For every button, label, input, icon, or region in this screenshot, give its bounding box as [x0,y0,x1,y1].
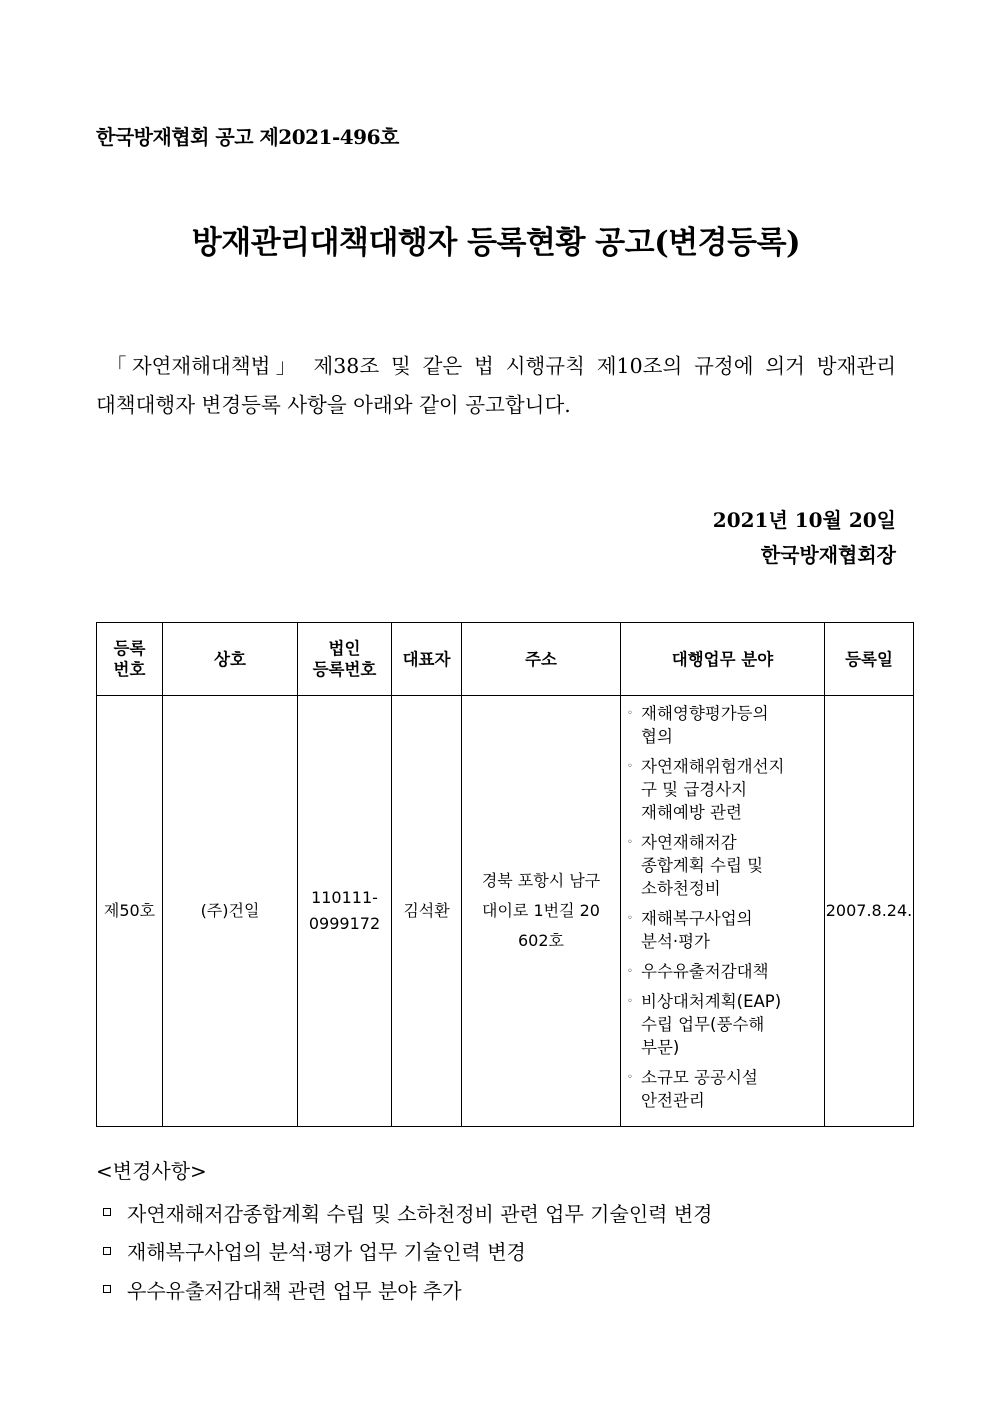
registration-table [96,622,914,1127]
bullet-icon: ◦ [627,966,633,977]
header-reg-no: 등록 번호 [97,623,163,696]
header-business-fields: 대행업무 분야 [621,623,825,696]
business-field-item [627,1066,820,1112]
cell-company: (주)건일 [163,696,298,1127]
cell-corp-no: 110111- 0999172 [298,696,392,1127]
cell-reg-no: 제50호 [97,696,163,1127]
business-field-item [627,702,820,748]
header-reg-date: 등록일 [825,623,914,696]
change-item-text: 재해복구사업의 분석·평가 업무 기술인력 변경 [127,1240,526,1265]
intro-line-1: 「자연재해대책법」 제38조 및 같은 법 시행규칙 제10조의 규정에 의거 방재관리 [106,354,896,378]
business-field-text: 재해영향평가등의 협의 [641,704,769,746]
notice-number: 한국방재협회 공고 제2021-496호 [96,125,399,149]
document-title: 방재관리대책대행자 등록현황 공고(변경등록) [191,225,801,261]
square-bullet-icon [103,1208,111,1216]
bullet-icon: ◦ [627,708,633,719]
business-field-item [627,990,820,1059]
list-item [96,1232,712,1271]
cell-reg-date: 2007.8.24. [825,696,914,1127]
square-bullet-icon [103,1285,111,1293]
cell-representative: 김석환 [392,696,462,1127]
business-field-item [627,907,820,953]
business-field-text: 재해복구사업의 분석·평가 [641,909,753,951]
changes-list [96,1193,712,1309]
header-corp-no: 법인 등록번호 [298,623,392,696]
business-field-item [627,755,820,824]
intro-line-2: 대책대행자 변경등록 사항을 아래와 같이 공고합니다. [96,393,571,417]
header-address: 주소 [462,623,621,696]
issuer-name: 한국방재협회장 [760,543,896,567]
cell-business-fields [621,696,825,1127]
business-field-text: 우수유출저감대책 [641,962,769,981]
header-company: 상호 [163,623,298,696]
table-header-row [97,623,914,696]
bullet-icon: ◦ [627,1072,633,1083]
table-row [97,696,914,1127]
change-item-text: 우수유출저감대책 관련 업무 분야 추가 [127,1278,462,1303]
announcement-date: 2021년 10월 20일 [712,508,896,532]
business-field-text: 소규모 공공시설 안전관리 [641,1068,758,1110]
business-field-text: 비상대처계획(EAP) 수립 업무(풍수해 부문) [641,992,782,1057]
bullet-icon: ◦ [627,913,633,924]
header-representative: 대표자 [392,623,462,696]
list-item [96,1270,712,1309]
business-field-item [627,831,820,900]
square-bullet-icon [103,1247,111,1255]
bullet-icon: ◦ [627,996,633,1007]
intro-paragraph [96,347,896,425]
list-item [96,1193,712,1232]
business-field-item [627,960,820,983]
business-field-text: 자연재해위험개선지 구 및 급경사지 재해예방 관련 [641,757,785,822]
changes-heading: <변경사항> [96,1159,207,1183]
change-item-text: 자연재해저감종합계획 수립 및 소하천정비 관련 업무 기술인력 변경 [127,1201,713,1226]
business-field-text: 자연재해저감 종합계획 수립 및 소하천정비 [641,833,764,898]
cell-address: 경북 포항시 남구 대이로 1번길 20 602호 [462,696,621,1127]
bullet-icon: ◦ [627,761,633,772]
bullet-icon: ◦ [627,837,633,848]
